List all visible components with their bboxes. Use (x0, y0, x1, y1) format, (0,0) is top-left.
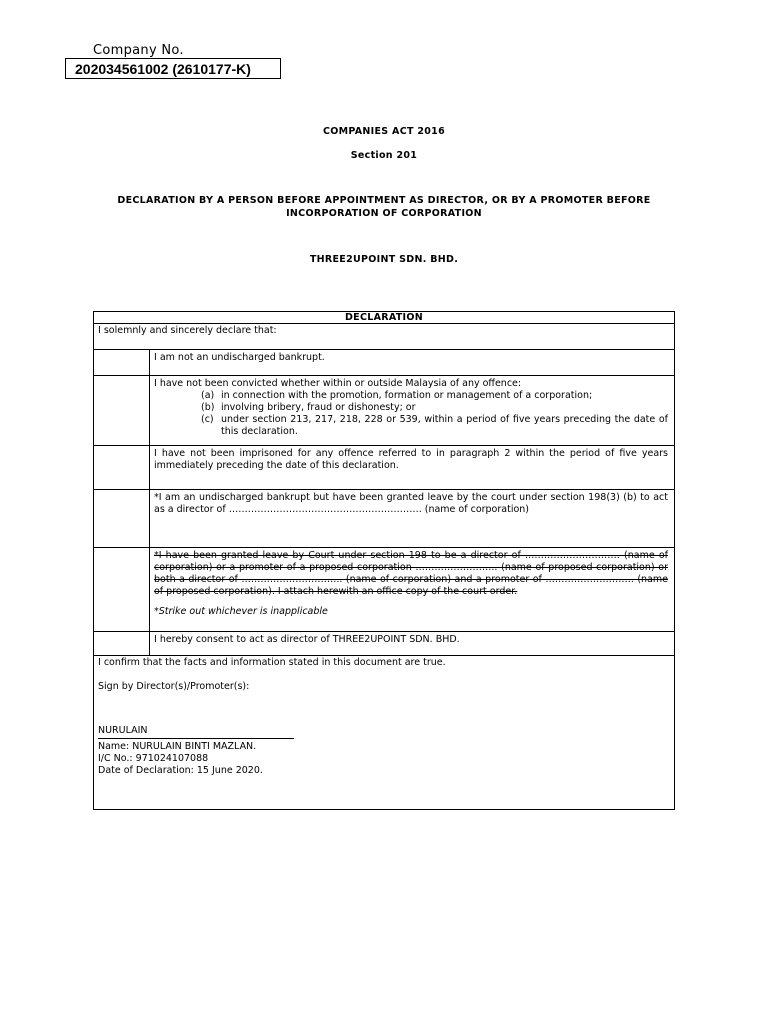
declaration-item-5 (94, 548, 674, 632)
item-1-text: I am not an undischarged bankrupt. (154, 352, 325, 363)
signature: NURULAIN (98, 725, 148, 736)
section-title: Section 201 (350, 150, 418, 161)
confirmation-section (94, 656, 674, 809)
declaration-title-line1: DECLARATION BY A PERSON BEFORE APPOINTMENT AS DIRECTOR, OR BY A PROMOTER BEFORE (117, 195, 651, 206)
company-number-label: Company No. (93, 43, 184, 58)
strike-out-note: *Strike out whichever is inapplicable (154, 606, 328, 617)
company-number-box: 202034561002 (2610177-K) (65, 58, 281, 79)
declaration-item-2 (94, 376, 674, 446)
item-5-text: *I have been granted leave by Court under section 198 to be a director of ………………………… (name of corporation) or a promoter of a proposed corporation …………………….. (name of proposed corporation) or both a director of ………………………….. (name of corporation) and a promoter of ………………………. (name of proposed corporation). I attach herewith an office copy of the court order. (154, 550, 668, 597)
item-2-sublist (201, 390, 668, 438)
item-2-sub-c: (c) under section 213, 217, 218, 228 or 539, within a period of five years preceding the date of this declaration. (201, 414, 668, 437)
act-title: COMPANIES ACT 2016 (322, 126, 446, 137)
declaration-item-1 (94, 350, 674, 376)
item-6-text: I hereby consent to act as director of THREE2UPOINT SDN. BHD. (154, 634, 460, 645)
item-2-sub-a: (a) in connection with the promotion, formation or management of a corporation; (201, 390, 593, 401)
declaration-title-line2: INCORPORATION OF CORPORATION (286, 208, 482, 219)
item-3-text: I have not been imprisoned for any offence referred to in paragraph 2 within the period of five years immediately preceding the date of this declaration. (154, 448, 668, 471)
signatory-ic: I/C No.: 971024107088 (98, 753, 209, 764)
item-2-text: I have not been convicted whether within or outside Malaysia of any offence: (154, 378, 522, 389)
item-2-sub-b: (b) involving bribery, fraud or dishonesty; or (201, 402, 416, 413)
signatory-name: Name: NURULAIN BINTI MAZLAN. (98, 741, 257, 752)
declaration-intro: I solemnly and sincerely declare that: (94, 324, 674, 350)
table-heading: DECLARATION (94, 312, 674, 324)
declaration-date: Date of Declaration: 15 June 2020. (98, 765, 263, 776)
item-4-text: *I am an undischarged bankrupt but have been granted leave by the court under section 198(3) (b) to act as a director of ……………………………………………………. (name of corporation) (154, 492, 668, 515)
confirmation-text: I confirm that the facts and information stated in this document are true. (98, 657, 446, 668)
declaration-table (93, 311, 675, 810)
sign-label: Sign by Director(s)/Promoter(s): (98, 681, 250, 692)
declaration-item-4 (94, 490, 674, 548)
company-name: THREE2UPOINT SDN. BHD. (309, 254, 459, 265)
declaration-item-3 (94, 446, 674, 490)
declaration-title (93, 194, 675, 220)
declaration-item-6 (94, 632, 674, 656)
signature-line (98, 738, 294, 739)
